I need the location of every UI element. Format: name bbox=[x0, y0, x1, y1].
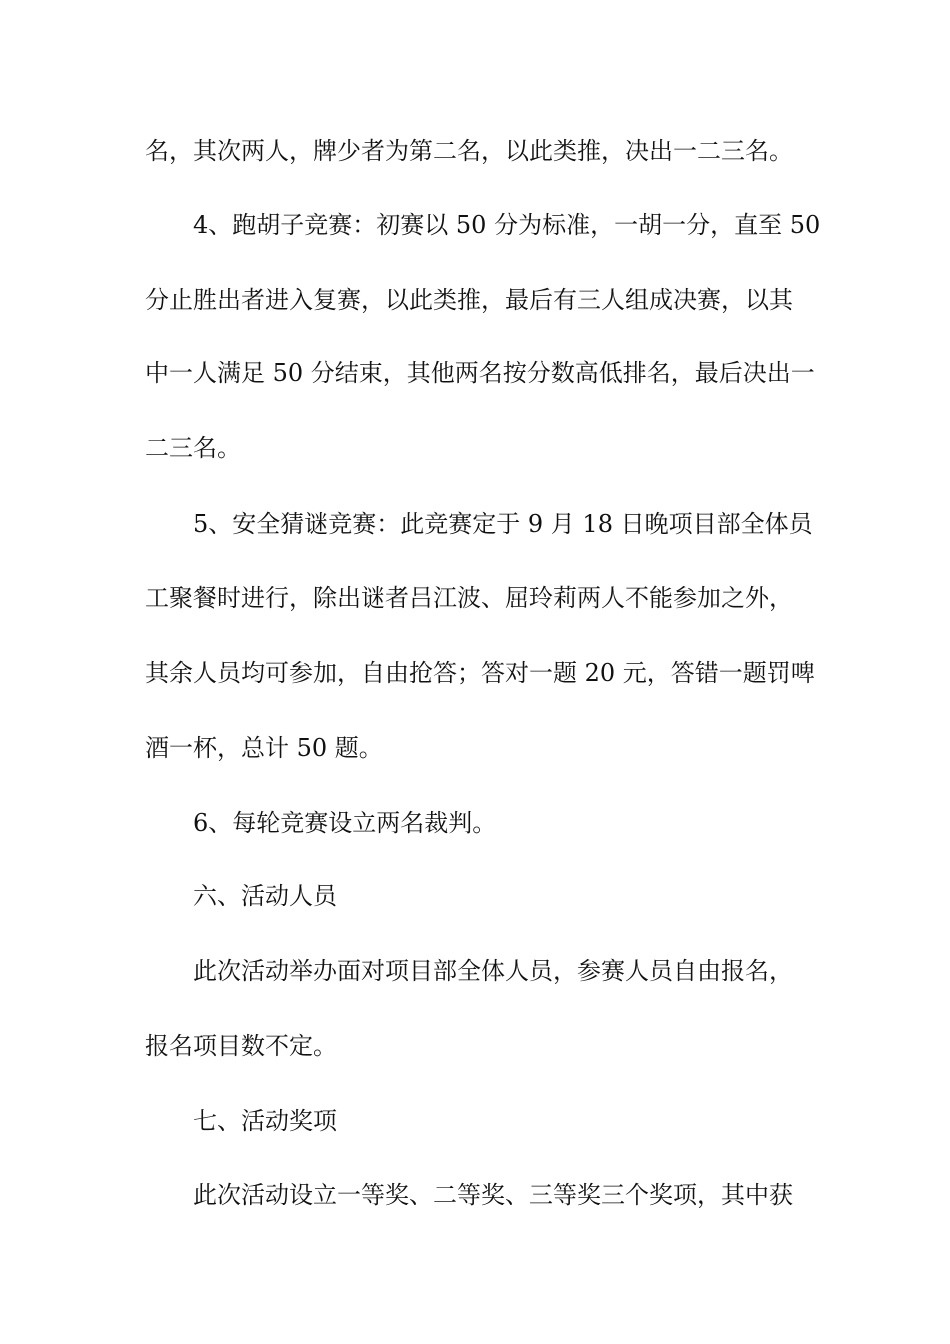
section-heading: 六、活动人员 bbox=[193, 882, 337, 910]
text-line: 中一人满足 50 分结束，其他两名按分数高低排名，最后决出一 bbox=[145, 359, 815, 387]
text-line: 5、安全猜谜竞赛：此竞赛定于 9 月 18 日晚项目部全体员 bbox=[193, 510, 813, 538]
text-line: 其余人员均可参加，自由抢答；答对一题 20 元，答错一题罚啤 bbox=[145, 659, 815, 687]
section-heading: 七、活动奖项 bbox=[193, 1107, 337, 1135]
text-line: 二三名。 bbox=[145, 434, 241, 462]
text-line: 此次活动举办面对项目部全体人员，参赛人员自由报名， bbox=[193, 957, 793, 985]
text-line: 报名项目数不定。 bbox=[145, 1032, 337, 1060]
text-line: 4、跑胡子竞赛：初赛以 50 分为标准，一胡一分，直至 50 bbox=[193, 211, 821, 239]
text-line: 6、每轮竞赛设立两名裁判。 bbox=[193, 809, 497, 837]
text-line: 酒一杯，总计 50 题。 bbox=[145, 734, 383, 762]
text-line: 工聚餐时进行，除出谜者吕江波、屈玲莉两人不能参加之外， bbox=[145, 584, 793, 612]
text-line: 分止胜出者进入复赛，以此类推，最后有三人组成决赛，以其 bbox=[145, 286, 793, 314]
text-line: 此次活动设立一等奖、二等奖、三等奖三个奖项，其中获 bbox=[193, 1181, 793, 1209]
text-line: 名，其次两人，牌少者为第二名，以此类推，决出一二三名。 bbox=[145, 137, 793, 165]
